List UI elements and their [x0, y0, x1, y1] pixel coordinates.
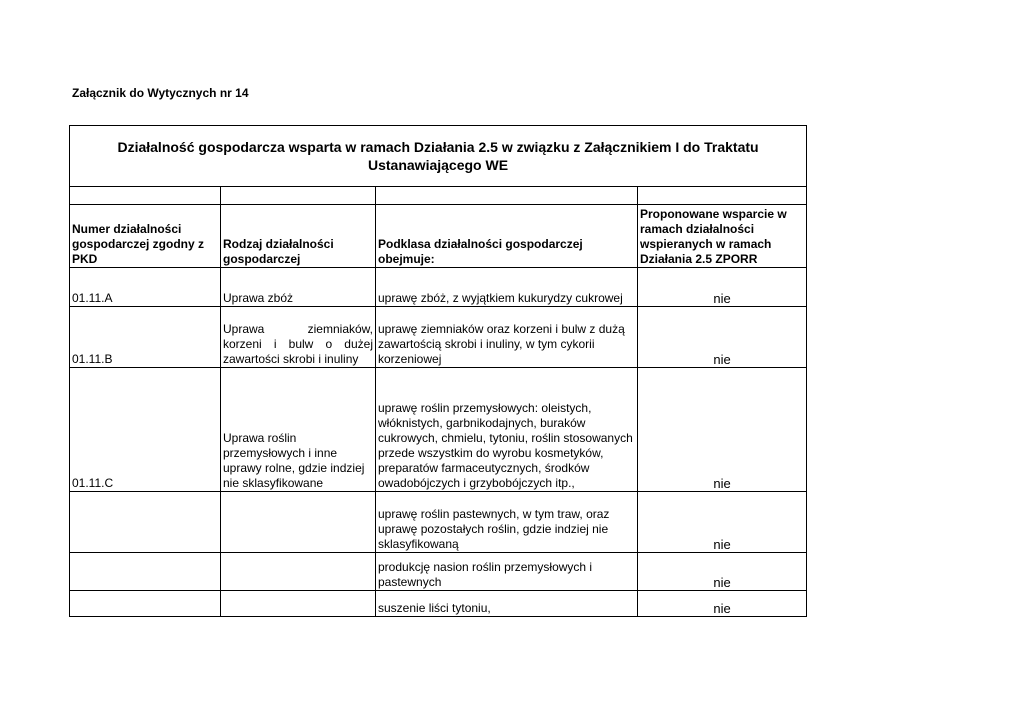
- activity-type: Uprawa roślin przemysłowych i inne uprawy rolne, gdzie indziej nie sklasyfikowane: [221, 368, 376, 492]
- title-line-2: Ustanawiającego WE: [368, 157, 509, 173]
- spacer-row: [70, 187, 807, 205]
- activity-scope: uprawę roślin pastewnych, w tym traw, oraz uprawę pozostałych roślin, gdzie indziej nie sklasyfikowaną: [376, 492, 638, 553]
- header-proposed-support: Proponowane wsparcie w ramach działalności wspieranych w ramach Działania 2.5 ZPORR: [638, 205, 807, 268]
- activity-scope: uprawę roślin przemysłowych: oleistych, włóknistych, garbnikodajnych, buraków cukrowych, chmielu, tytoniu, roślin stosowanych przede wszystkim do wyrobu kosmetyków, preparatów farmaceutycznych, środków owadobójczych i grzybobójczych itp.,: [376, 368, 638, 492]
- table-row: [70, 553, 807, 591]
- support-value: nie: [638, 591, 807, 617]
- table-title: [70, 126, 807, 187]
- header-activity-type: Rodzaj działalności gospodarczej: [221, 205, 376, 268]
- pkd-code: [70, 591, 221, 617]
- table-row: [70, 591, 807, 617]
- activity-scope: uprawę zbóż, z wyjątkiem kukurydzy cukrowej: [376, 268, 638, 307]
- support-value: nie: [638, 268, 807, 307]
- activity-type: [221, 591, 376, 617]
- annex-label: Załącznik do Wytycznych nr 14: [72, 86, 249, 100]
- table-row: [70, 368, 807, 492]
- activity-scope: produkcję nasion roślin przemysłowych i pastewnych: [376, 553, 638, 591]
- activity-scope: suszenie liści tytoniu,: [376, 591, 638, 617]
- activity-scope: uprawę ziemniaków oraz korzeni i bulw z dużą zawartością skrobi i inuliny, w tym cykorii korzeniowej: [376, 307, 638, 368]
- header-row: [70, 205, 807, 268]
- title-line-1: Działalność gospodarcza wsparta w ramach Działania 2.5 w związku z Załącznikiem I do Traktatu: [117, 139, 759, 155]
- support-value: nie: [638, 368, 807, 492]
- activity-type: Uprawa ziemniaków, korzeni i bulw o dużej zawartości skrobi i inuliny: [221, 307, 376, 368]
- pkd-code: [70, 553, 221, 591]
- support-value: nie: [638, 492, 807, 553]
- activity-type: [221, 492, 376, 553]
- pkd-code: 01.11.B: [70, 307, 221, 368]
- support-value: nie: [638, 553, 807, 591]
- header-subclass-scope: Podklasa działalności gospodarczej obejmuje:: [376, 205, 638, 268]
- pkd-code: [70, 492, 221, 553]
- activity-type: [221, 553, 376, 591]
- table-row: [70, 492, 807, 553]
- table-row: [70, 268, 807, 307]
- header-pkd-number: Numer działalności gospodarczej zgodny z PKD: [70, 205, 221, 268]
- table-row: [70, 307, 807, 368]
- pkd-code: 01.11.C: [70, 368, 221, 492]
- title-row: [70, 126, 807, 187]
- pkd-table: [69, 125, 807, 617]
- activity-type: Uprawa zbóż: [221, 268, 376, 307]
- pkd-code: 01.11.A: [70, 268, 221, 307]
- support-value: nie: [638, 307, 807, 368]
